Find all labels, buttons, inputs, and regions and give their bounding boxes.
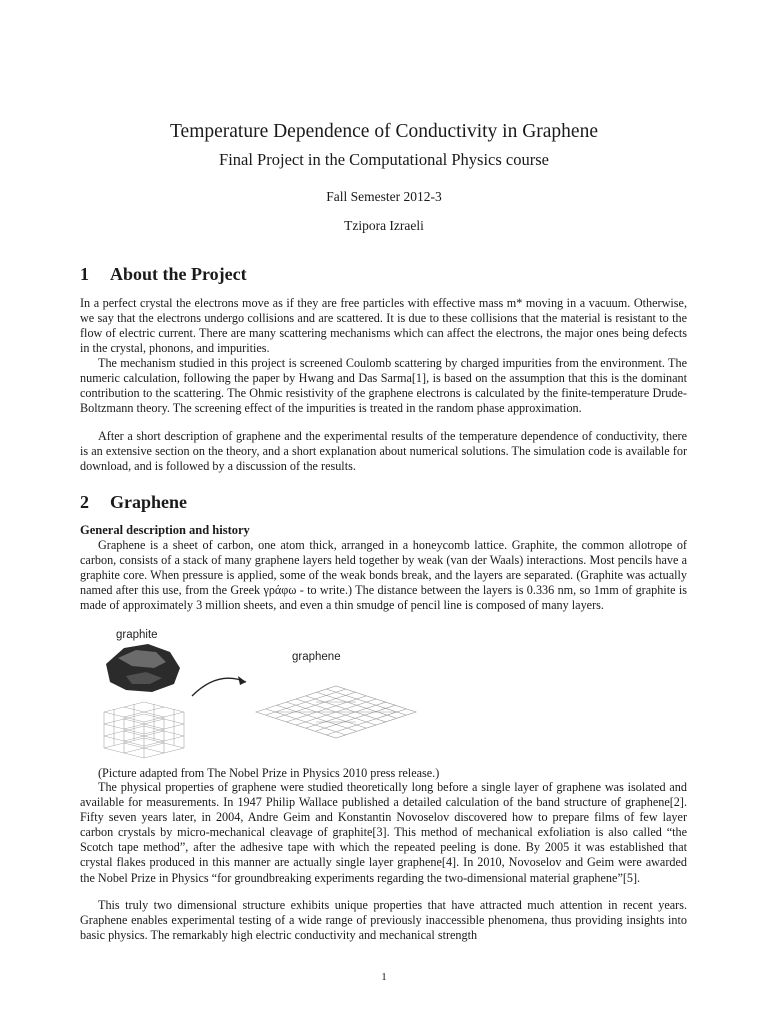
arrow-icon bbox=[192, 676, 246, 696]
graphene-label: graphene bbox=[292, 651, 341, 663]
graphite-label: graphite bbox=[116, 629, 158, 641]
paragraph-about-3: After a short description of graphene and the experimental results of the temperature dependence of conductivity, there is an extensive section on the theory, and a short explanation about numerical solutions. The simulation code is available for download, and is followed by a discussion of the results. bbox=[80, 429, 687, 474]
graphite-layers-image bbox=[104, 702, 184, 758]
section-heading-about bbox=[80, 264, 247, 285]
graphene-sheet-image bbox=[256, 686, 416, 738]
paragraph-graphene-2: The physical properties of graphene were studied theoretically long before a single layer of graphene was isolated and available for measurements. In 1947 Philip Wallace published a detailed calculation of the band structure of graphene[2]. Fifty seven years later, in 2004, Andre Geim and Konstantin Novoselov discovered how to prepare films of few layer carbon crystals by micro-mechanical cleavage of graphite[3]. This method of mechanical exfoliation is also called “the Scotch tape method”, after the adhesive tape with which the repeated peeling is done. By 2005 it was established that crystal flakes produced in this manner are actually single layer graphene[4]. In 2010, Novoselov and Geim were awarded the Nobel Prize in Physics “for groundbreaking experiments regarding the two-dimensional material graphene”[5]. bbox=[80, 780, 687, 885]
paragraph-about-1: In a perfect crystal the electrons move as if they are free particles with effective mass m* moving in a vacuum. Otherwise, we say that the electrons undergo collisions and are scattered. It is due to these collisions that the material is resistant to the flow of electric current. There are many scattering mechanisms which can affect the electrons, the major ones being defects in the crystal, phonons, and impurities. bbox=[80, 296, 687, 356]
document-semester: Fall Semester 2012-3 bbox=[326, 189, 442, 204]
paragraph-about-2: The mechanism studied in this project is screened Coulomb scattering by charged impurities from the environment. The numeric calculation, following the paper by Hwang and Das Sarma[1], is based on the assumption that this is the dominant contribution to the scattering. The Ohmic resistivity of the graphene electrons is calculated by the finite-temperature Drude-Boltzmann theory. The screening effect of the impurities is treated in the random phase approximation. bbox=[80, 356, 687, 416]
section-title: About the Project bbox=[110, 264, 247, 284]
paragraph-graphene-1: Graphene is a sheet of carbon, one atom thick, arranged in a honeycomb lattice. Graphite, the common allotrope of carbon, consists of a stack of many graphene layers held together by weak (van der Waals) interactions. Most pencils have a graphite core. When pressure is applied, some of the weak bonds break, and the layers are separated. (Graphite was actually named after this use, from the Greek γράφω - to write.) The distance between the layers is 0.336 nm, so 1mm of graphite is made of approximately 3 million sheets, and even a thin smudge of pencil line is composed of many layers. bbox=[80, 538, 687, 613]
section-number: 2 bbox=[80, 492, 89, 512]
document-author: Tzipora Izraeli bbox=[344, 218, 424, 233]
subsection-heading: General description and history bbox=[80, 523, 250, 537]
document-subtitle: Final Project in the Computational Physics course bbox=[219, 150, 549, 169]
paragraph-graphene-3: This truly two dimensional structure exhibits unique properties that have attracted much attention in recent years. Graphene enables experimental testing of a wide range of previously inaccessible phenomena, thus providing insights into basic physics. The remarkably high electric conductivity and mechanical strength bbox=[80, 898, 687, 943]
section-number: 1 bbox=[80, 264, 89, 284]
document-title: Temperature Dependence of Conductivity in Graphene bbox=[169, 121, 598, 142]
section-title: Graphene bbox=[110, 492, 188, 512]
graphite-graphene-figure bbox=[96, 624, 436, 764]
figure-caption: (Picture adapted from The Nobel Prize in Physics 2010 press release.) bbox=[98, 766, 440, 780]
graphite-rock-image bbox=[106, 644, 180, 692]
page-number: 1 bbox=[381, 971, 387, 983]
section-heading-graphene bbox=[80, 492, 187, 513]
